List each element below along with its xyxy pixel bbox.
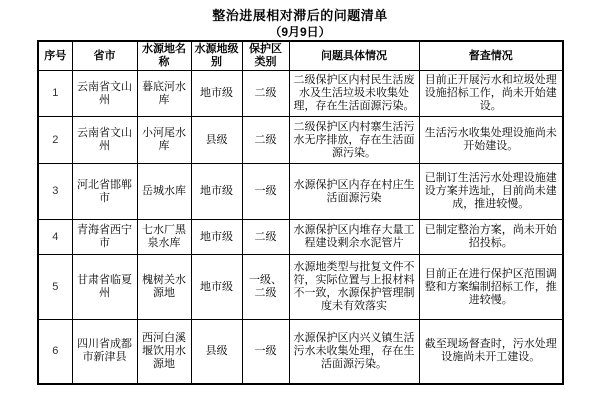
table-row <box>38 220 563 255</box>
table-row <box>38 71 563 117</box>
cell-zone-level: 一级 <box>242 164 289 220</box>
cell-source-level: 地市级 <box>191 71 242 117</box>
cell-supervision: 已制订生活污水处理设施建设方案并选址，目前尚未建成，推进较慢。 <box>419 164 563 220</box>
table-row <box>38 117 563 164</box>
cell-supervision: 已制定整治方案，尚未开始招投标。 <box>419 220 563 255</box>
cell-source-name: 槐树关水源地 <box>137 255 191 320</box>
cell-province: 甘肃省临夏州 <box>72 255 137 320</box>
cell-source-level: 地市级 <box>191 255 242 320</box>
header-source-name: 水源地名称 <box>137 41 191 71</box>
page-title: 整治进展相对滞后的问题清单 <box>212 8 388 23</box>
cell-zone-level: 一级 <box>242 320 289 384</box>
cell-zone-level: 二级 <box>242 71 289 117</box>
header-source-level: 水源地级别 <box>191 41 242 71</box>
cell-supervision: 截至现场督查时，污水处理设施尚未开工建设。 <box>419 320 563 384</box>
cell-supervision: 目前正开展污水和垃圾处理设施招标工作，尚未开始建设。 <box>419 71 563 117</box>
cell-province: 青海省西宁市 <box>72 220 137 255</box>
header-supervision: 督查情况 <box>419 41 563 71</box>
cell-source-name: 岳城水库 <box>137 164 191 220</box>
cell-seq: 3 <box>38 164 72 220</box>
header-zone-level: 保护区类别 <box>242 41 289 71</box>
cell-seq: 5 <box>38 255 72 320</box>
cell-province: 四川省成都市新津县 <box>72 320 137 384</box>
cell-problem: 二级保护区内村民生活废水及生活垃圾未收集处理，存在生活面源污染。 <box>289 71 419 117</box>
cell-source-name: 暮底河水库 <box>137 71 191 117</box>
table-body <box>38 71 563 384</box>
cell-seq: 6 <box>38 320 72 384</box>
cell-zone-level: 一级、二级 <box>242 255 289 320</box>
cell-source-level: 县级 <box>191 320 242 384</box>
cell-zone-level: 二级 <box>242 117 289 164</box>
cell-province: 河北省邯郸市 <box>72 164 137 220</box>
cell-seq: 4 <box>38 220 72 255</box>
cell-problem: 水源保护区内堆存大量工程建设剩余水泥管片 <box>289 220 419 255</box>
cell-source-level: 县级 <box>191 117 242 164</box>
cell-source-name: 西河白溪堰饮用水源地 <box>137 320 191 384</box>
cell-source-name: 小河尾水库 <box>137 117 191 164</box>
cell-source-level: 地市级 <box>191 220 242 255</box>
cell-problem: 二级保护区内村寨生活污水无序排放，存在生活面源污染。 <box>289 117 419 164</box>
header-seq: 序号 <box>38 41 72 71</box>
cell-supervision: 生活污水收集处理设施尚未开始建设。 <box>419 117 563 164</box>
header-province: 省市 <box>72 41 137 71</box>
cell-seq: 2 <box>38 117 72 164</box>
cell-problem: 水源保护区内存在村庄生活面源污染 <box>289 164 419 220</box>
cell-zone-level: 二级 <box>242 220 289 255</box>
issues-table <box>37 40 564 385</box>
cell-source-level: 地市级 <box>191 164 242 220</box>
page-subtitle: （9月9日） <box>269 25 331 39</box>
table-row <box>38 320 563 384</box>
header-row <box>38 41 563 71</box>
cell-source-name: 七水厂黑泉水库 <box>137 220 191 255</box>
cell-problem: 水源地类型与批复文件不符，实际位置与上报材料不一致，水源保护管理制度未有效落实 <box>289 255 419 320</box>
table-row <box>38 255 563 320</box>
cell-seq: 1 <box>38 71 72 117</box>
cell-problem: 水源保护区内兴义镇生活污水未收集处理，存在生活面源污染。 <box>289 320 419 384</box>
cell-supervision: 目前正在进行保护区范围调整和方案编制招标工作，推进较慢。 <box>419 255 563 320</box>
cell-province: 云南省文山州 <box>72 117 137 164</box>
table-row <box>38 164 563 220</box>
cell-province: 云南省文山州 <box>72 71 137 117</box>
header-problem: 问题具体情况 <box>289 41 419 71</box>
